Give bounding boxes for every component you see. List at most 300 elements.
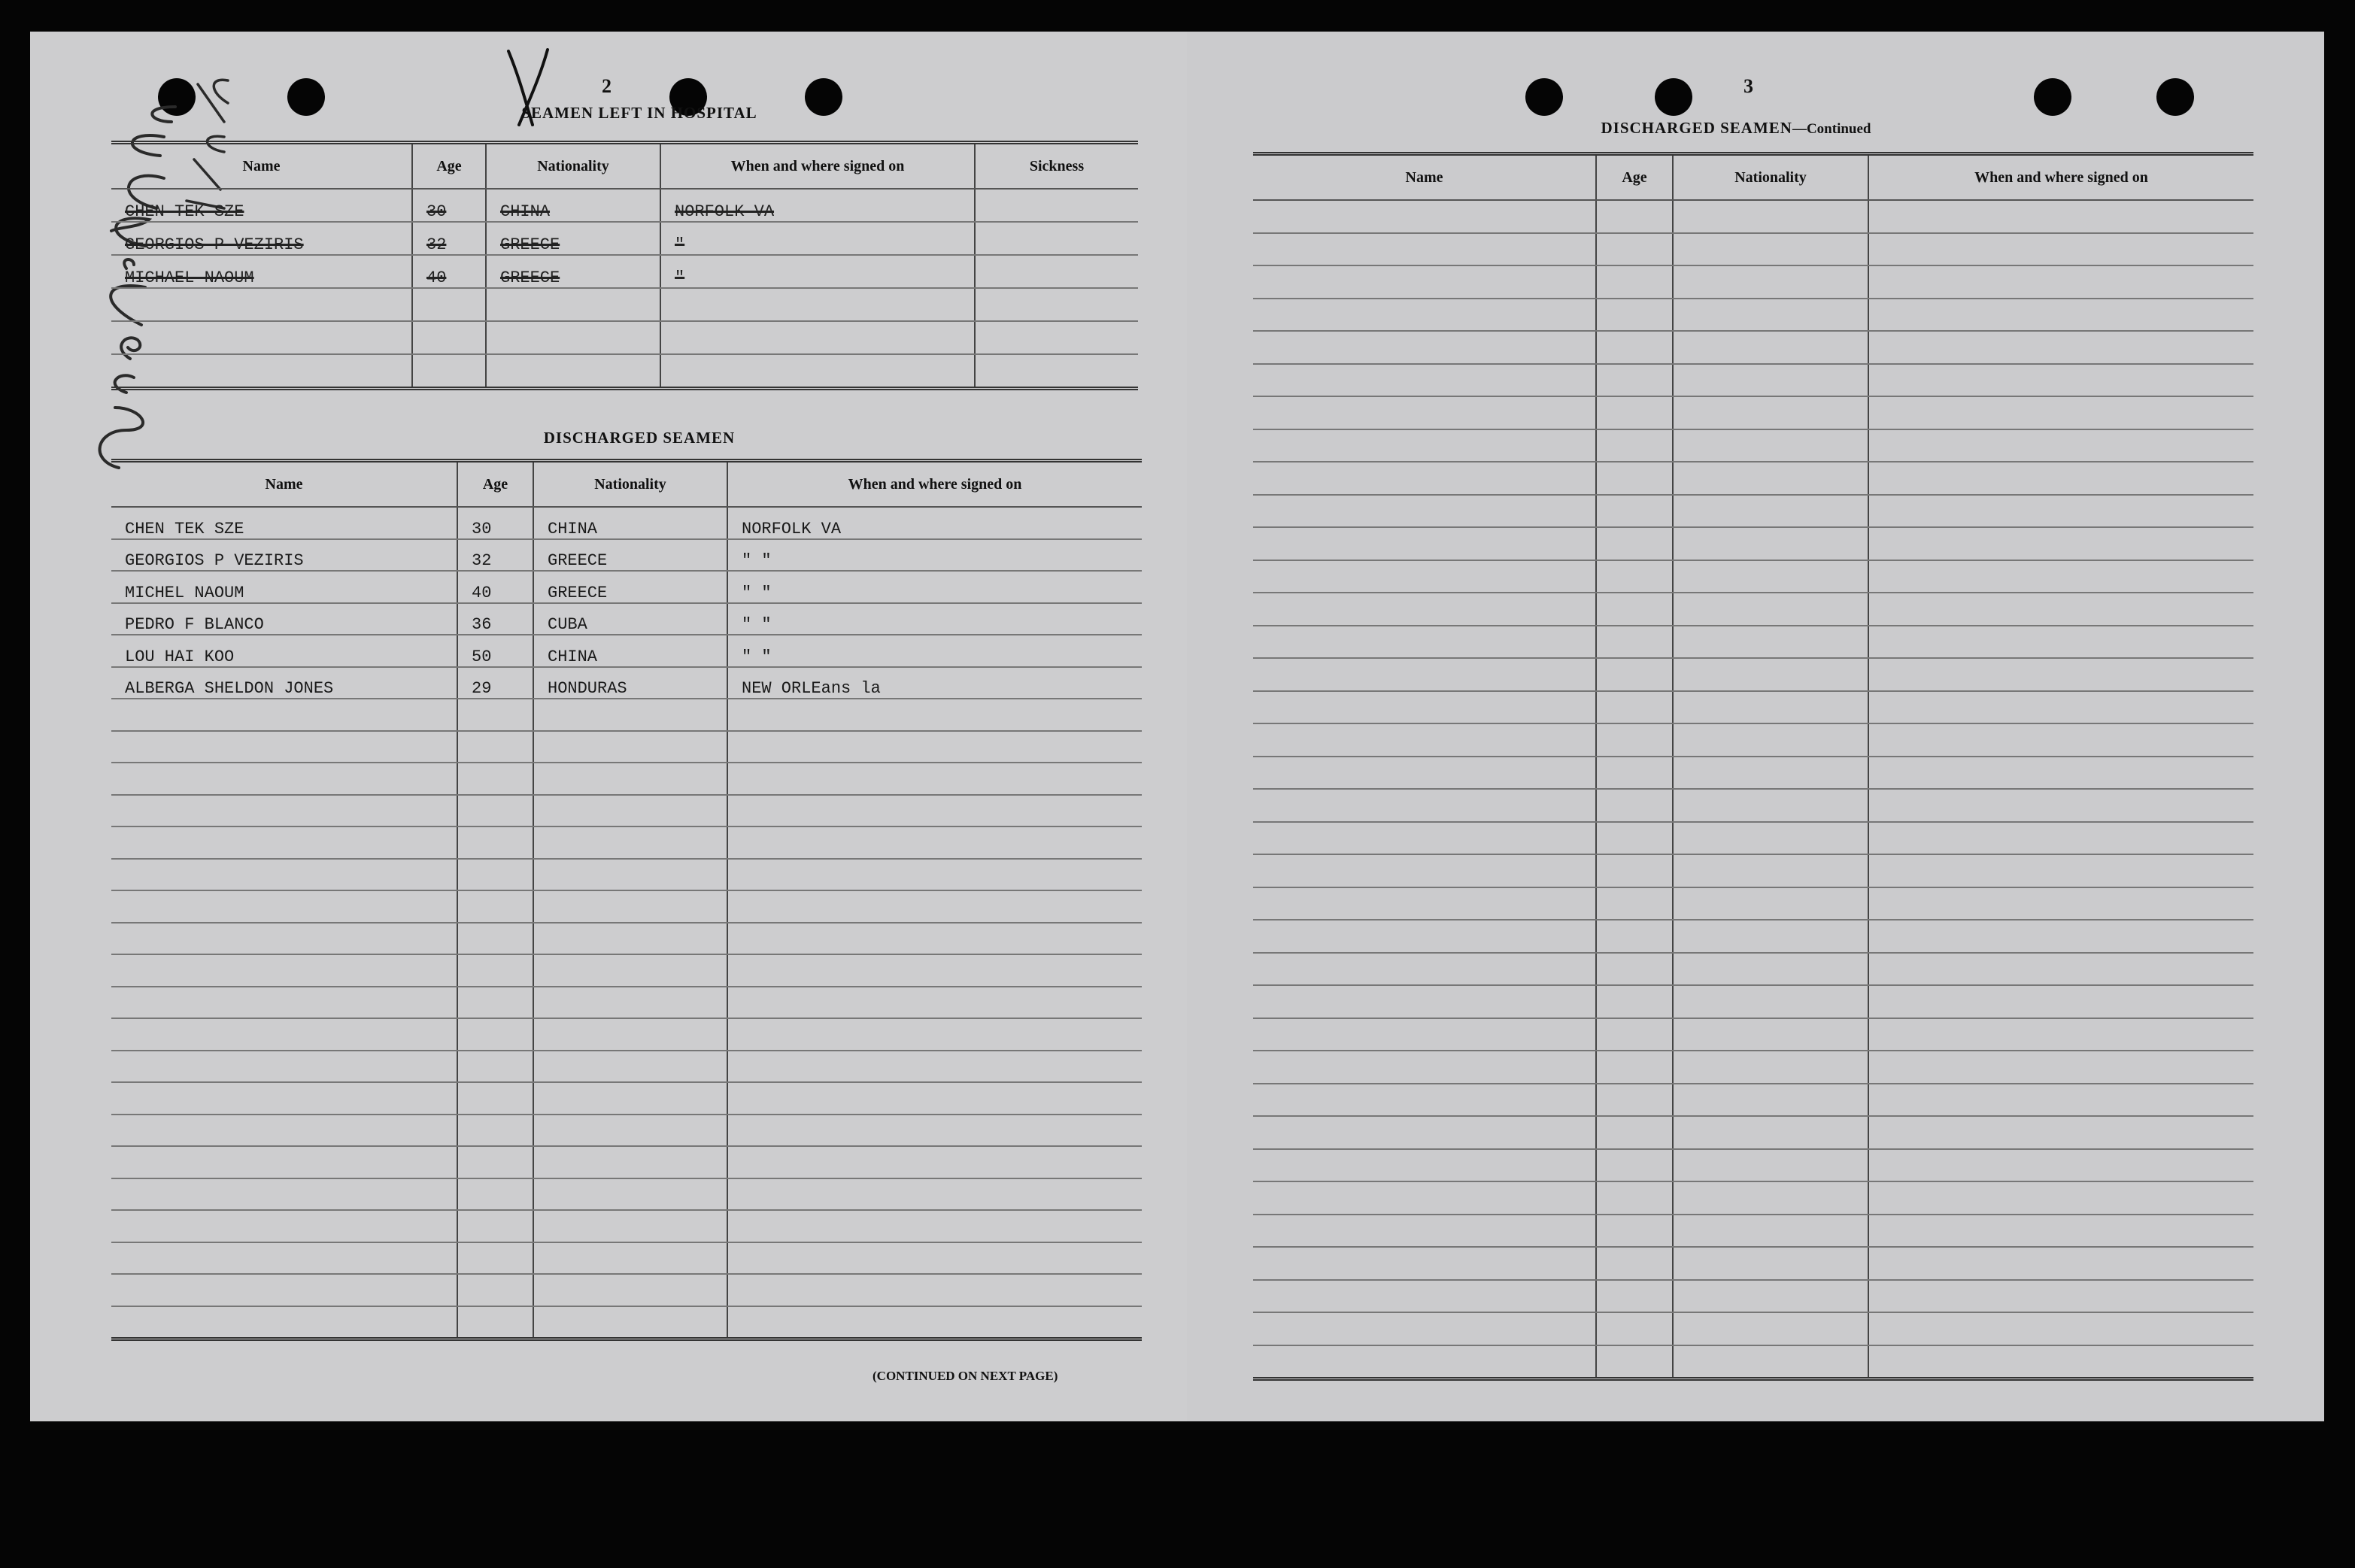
cell-nationality: GREECE <box>533 571 727 603</box>
table-row <box>1253 658 2253 691</box>
cell-age <box>457 795 533 827</box>
cell-age <box>1596 953 1673 986</box>
cell-age: 40 <box>457 571 533 603</box>
table-row <box>1253 1312 2253 1345</box>
table-row <box>111 603 1142 635</box>
cell-name <box>111 1146 457 1178</box>
right-section-title-suffix: —Continued <box>1792 121 1871 137</box>
cell-nationality: CHINA <box>486 189 660 222</box>
cell-name <box>111 1306 457 1339</box>
cell-nationality: GREECE <box>486 255 660 288</box>
cell-name <box>111 1051 457 1083</box>
cell-name <box>1253 658 1596 691</box>
cell-age <box>1596 626 1673 659</box>
table-row <box>111 222 1138 255</box>
cell-name <box>111 731 457 763</box>
cell-nationality <box>533 923 727 955</box>
cell-age <box>1596 1345 1673 1379</box>
table-row <box>1253 1280 2253 1313</box>
cell-name <box>111 1082 457 1115</box>
cell-age <box>1596 723 1673 757</box>
cell-name <box>1253 953 1596 986</box>
cell-signed-on <box>1868 495 2253 528</box>
cell-name <box>1253 1018 1596 1051</box>
cell-signed-on <box>1868 265 2253 299</box>
cell-name <box>1253 920 1596 953</box>
table-row <box>1253 364 2253 397</box>
col-header-name: Name <box>111 461 457 508</box>
col-header-sickness: Sickness <box>975 143 1138 190</box>
cell-signed-on <box>727 1274 1142 1306</box>
cell-age <box>457 859 533 891</box>
cell-signed-on <box>1868 1084 2253 1117</box>
cell-nationality <box>1673 658 1868 691</box>
table-row <box>111 1306 1142 1339</box>
cell-nationality <box>1673 560 1868 593</box>
cell-sickness <box>975 354 1138 389</box>
cell-signed-on <box>727 1115 1142 1147</box>
table-row <box>111 1242 1142 1275</box>
cell-nationality <box>1673 887 1868 920</box>
cell-age <box>457 763 533 795</box>
cell-nationality <box>1673 331 1868 364</box>
cell-nationality <box>1673 396 1868 429</box>
cell-name <box>111 1274 457 1306</box>
table-row <box>111 1082 1142 1115</box>
table-row <box>1253 789 2253 822</box>
cell-age <box>457 731 533 763</box>
cell-age <box>1596 691 1673 724</box>
cell-sickness <box>975 288 1138 321</box>
table-row <box>111 1115 1142 1147</box>
cell-age <box>457 1051 533 1083</box>
cell-nationality <box>1673 527 1868 560</box>
cell-age <box>1596 364 1673 397</box>
left-page <box>30 32 1188 1421</box>
table-row <box>111 954 1142 987</box>
cell-nationality <box>1673 789 1868 822</box>
cell-nationality <box>1673 985 1868 1018</box>
cell-age <box>457 699 533 731</box>
cell-nationality <box>533 890 727 923</box>
table-row <box>1253 1051 2253 1084</box>
cell-sickness <box>975 189 1138 222</box>
cell-age <box>457 1146 533 1178</box>
table-row <box>111 1210 1142 1242</box>
cell-age: 50 <box>457 635 533 667</box>
cell-nationality <box>1673 1312 1868 1345</box>
cell-name <box>111 826 457 859</box>
cell-nationality <box>533 1051 727 1083</box>
table-row <box>111 354 1138 389</box>
cell-name <box>111 1178 457 1211</box>
cell-name: MICHAEL NAOUM <box>111 255 412 288</box>
table-row <box>1253 299 2253 332</box>
cell-name <box>111 923 457 955</box>
table-row <box>111 1146 1142 1178</box>
cell-age <box>1596 396 1673 429</box>
discharged-section-title: DISCHARGED SEAMEN <box>543 429 736 447</box>
cell-age <box>1596 1116 1673 1149</box>
cell-age: 40 <box>412 255 486 288</box>
cell-signed-on <box>727 1178 1142 1211</box>
table-row <box>1253 396 2253 429</box>
table-row <box>111 859 1142 891</box>
cell-age <box>1596 1181 1673 1215</box>
table-row <box>1253 495 2253 528</box>
cell-age <box>1596 1312 1673 1345</box>
cell-name <box>1253 1051 1596 1084</box>
cell-signed-on <box>1868 658 2253 691</box>
table-row <box>1253 854 2253 887</box>
table-row <box>111 890 1142 923</box>
cell-signed-on <box>1868 396 2253 429</box>
table-row <box>111 189 1138 222</box>
cell-age <box>1596 462 1673 495</box>
cell-nationality <box>1673 723 1868 757</box>
table-row <box>111 321 1138 354</box>
cell-name <box>111 699 457 731</box>
cell-name: PEDRO F BLANCO <box>111 603 457 635</box>
col-header-name: Name <box>1253 154 1596 201</box>
cell-nationality <box>1673 200 1868 233</box>
cell-nationality <box>1673 626 1868 659</box>
cell-name <box>111 890 457 923</box>
cell-signed-on <box>727 699 1142 731</box>
cell-signed-on <box>727 987 1142 1019</box>
table-row <box>1253 626 2253 659</box>
cell-age: 30 <box>457 507 533 539</box>
cell-name: GEORGIOS P VEZIRIS <box>111 539 457 572</box>
col-header-name: Name <box>111 143 412 190</box>
cell-signed-on <box>1868 757 2253 790</box>
cell-age <box>1596 593 1673 626</box>
cell-nationality <box>533 1178 727 1211</box>
cell-age <box>1596 1247 1673 1280</box>
cell-age <box>457 1115 533 1147</box>
table-row <box>1253 985 2253 1018</box>
cell-age <box>1596 560 1673 593</box>
cell-nationality <box>533 1274 727 1306</box>
cell-signed-on: " " <box>727 571 1142 603</box>
cell-age <box>1596 985 1673 1018</box>
cell-signed-on: NORFOLK VA <box>727 507 1142 539</box>
cell-name <box>1253 364 1596 397</box>
cell-name <box>1253 1345 1596 1379</box>
cell-age <box>1596 1280 1673 1313</box>
cell-signed-on <box>1868 822 2253 855</box>
cell-nationality <box>533 859 727 891</box>
cell-name <box>111 954 457 987</box>
cell-age: 32 <box>457 539 533 572</box>
cell-age <box>1596 854 1673 887</box>
cell-nationality <box>533 1146 727 1178</box>
table-row <box>111 1018 1142 1051</box>
cell-nationality <box>1673 1018 1868 1051</box>
cell-sickness <box>975 255 1138 288</box>
right-page <box>1187 32 2324 1421</box>
cell-name <box>1253 1280 1596 1313</box>
cell-name <box>1253 789 1596 822</box>
cell-nationality <box>1673 822 1868 855</box>
punch-hole <box>2034 78 2071 116</box>
cell-nationality <box>533 1242 727 1275</box>
cell-age <box>1596 757 1673 790</box>
cell-age <box>457 1178 533 1211</box>
cell-name <box>1253 200 1596 233</box>
cell-age: 30 <box>412 189 486 222</box>
table-row <box>1253 757 2253 790</box>
cell-signed-on <box>1868 723 2253 757</box>
cell-signed-on <box>660 354 975 389</box>
cell-sickness <box>975 321 1138 354</box>
cell-nationality <box>533 1210 727 1242</box>
cell-signed-on <box>1868 1051 2253 1084</box>
table-row <box>1253 1116 2253 1149</box>
cell-name <box>1253 560 1596 593</box>
table-row <box>1253 822 2253 855</box>
cell-name: LOU HAI KOO <box>111 635 457 667</box>
cell-nationality <box>1673 1084 1868 1117</box>
cell-age <box>1596 429 1673 463</box>
cell-name <box>111 354 412 389</box>
cell-nationality <box>533 699 727 731</box>
cell-signed-on <box>1868 1312 2253 1345</box>
cell-nationality: GREECE <box>486 222 660 255</box>
cell-nationality <box>533 1115 727 1147</box>
cell-nationality <box>1673 299 1868 332</box>
cell-nationality <box>1673 691 1868 724</box>
table-row <box>111 571 1142 603</box>
cell-nationality <box>1673 265 1868 299</box>
table-row <box>111 699 1142 731</box>
right-section-title-text: DISCHARGED SEAMEN <box>1601 119 1792 137</box>
cell-name <box>111 1115 457 1147</box>
cell-signed-on <box>1868 953 2253 986</box>
cell-nationality <box>533 1306 727 1339</box>
cell-name <box>1253 1181 1596 1215</box>
cell-age <box>457 954 533 987</box>
cell-nationality <box>486 321 660 354</box>
col-header-signed-on: When and where signed on <box>1868 154 2253 201</box>
table-row <box>1253 887 2253 920</box>
cell-signed-on <box>727 890 1142 923</box>
cell-nationality: CHINA <box>533 635 727 667</box>
cell-name <box>1253 495 1596 528</box>
discharged-table <box>111 459 1142 1341</box>
cell-signed-on <box>1868 691 2253 724</box>
table-row <box>1253 233 2253 266</box>
cell-name <box>1253 1247 1596 1280</box>
table-row <box>1253 1149 2253 1182</box>
cell-nationality <box>1673 757 1868 790</box>
cell-nationality <box>533 731 727 763</box>
cell-name <box>1253 757 1596 790</box>
cell-name <box>1253 887 1596 920</box>
cell-name <box>111 987 457 1019</box>
table-row <box>1253 691 2253 724</box>
col-header-age: Age <box>1596 154 1673 201</box>
cell-nationality: CUBA <box>533 603 727 635</box>
cell-signed-on <box>1868 920 2253 953</box>
cell-name <box>1253 985 1596 1018</box>
cell-age <box>1596 887 1673 920</box>
cell-age <box>1596 527 1673 560</box>
table-row <box>1253 723 2253 757</box>
cell-age <box>457 1082 533 1115</box>
continued-note: (CONTINUED ON NEXT PAGE) <box>873 1369 1058 1383</box>
cell-nationality <box>1673 1280 1868 1313</box>
table-row <box>1253 265 2253 299</box>
cell-age <box>1596 299 1673 332</box>
cell-signed-on <box>1868 626 2253 659</box>
cell-age <box>1596 265 1673 299</box>
cell-nationality <box>1673 1116 1868 1149</box>
cell-name <box>1253 429 1596 463</box>
cell-signed-on: " <box>660 255 975 288</box>
cell-name <box>1253 1084 1596 1117</box>
cell-age <box>1596 200 1673 233</box>
cell-age <box>1596 658 1673 691</box>
col-header-age: Age <box>457 461 533 508</box>
cell-nationality <box>486 354 660 389</box>
cell-signed-on <box>727 954 1142 987</box>
col-header-nationality: Nationality <box>1673 154 1868 201</box>
cell-age <box>1596 1149 1673 1182</box>
cell-signed-on <box>727 1306 1142 1339</box>
cell-age <box>1596 1215 1673 1248</box>
cell-signed-on <box>1868 364 2253 397</box>
cell-signed-on <box>1868 1345 2253 1379</box>
cell-age <box>457 1306 533 1339</box>
table-row <box>1253 1215 2253 1248</box>
cell-nationality <box>1673 920 1868 953</box>
table-row <box>111 795 1142 827</box>
cell-signed-on <box>727 1082 1142 1115</box>
cell-signed-on: NEW ORLEans la <box>727 667 1142 699</box>
table-row <box>111 1274 1142 1306</box>
cell-nationality <box>533 826 727 859</box>
cell-age <box>1596 1018 1673 1051</box>
col-header-signed-on: When and where signed on <box>660 143 975 190</box>
cell-signed-on <box>1868 887 2253 920</box>
cell-signed-on <box>727 1146 1142 1178</box>
cell-age: 32 <box>412 222 486 255</box>
cell-age <box>1596 1051 1673 1084</box>
cell-signed-on <box>1868 854 2253 887</box>
cell-signed-on <box>1868 1280 2253 1313</box>
cell-age <box>412 354 486 389</box>
cell-nationality <box>1673 364 1868 397</box>
cell-name <box>1253 396 1596 429</box>
cell-nationality <box>1673 593 1868 626</box>
cell-signed-on <box>1868 1149 2253 1182</box>
cell-signed-on <box>1868 560 2253 593</box>
cell-nationality <box>1673 429 1868 463</box>
cell-name: CHEN TEK SZE <box>111 507 457 539</box>
hospital-section-title: SEAMEN LEFT IN HOSPITAL <box>521 104 757 122</box>
cell-name <box>1253 691 1596 724</box>
cell-age <box>457 987 533 1019</box>
cell-age <box>1596 233 1673 266</box>
table-row <box>1253 527 2253 560</box>
cell-name: CHEN TEK SZE <box>111 189 412 222</box>
cell-nationality <box>1673 854 1868 887</box>
cell-nationality <box>1673 1051 1868 1084</box>
cell-age <box>457 890 533 923</box>
cell-name <box>111 763 457 795</box>
cell-signed-on <box>1868 593 2253 626</box>
cell-nationality <box>1673 1247 1868 1280</box>
cell-name <box>1253 331 1596 364</box>
cell-signed-on <box>727 1018 1142 1051</box>
cell-name <box>111 1210 457 1242</box>
cell-age <box>1596 1084 1673 1117</box>
table-row <box>1253 1084 2253 1117</box>
cell-signed-on <box>1868 985 2253 1018</box>
cell-nationality <box>1673 1345 1868 1379</box>
table-row <box>111 1178 1142 1211</box>
cell-signed-on <box>1868 299 2253 332</box>
table-row <box>1253 1181 2253 1215</box>
cell-name <box>1253 233 1596 266</box>
cell-sickness <box>975 222 1138 255</box>
cell-nationality: GREECE <box>533 539 727 572</box>
cell-signed-on <box>1868 789 2253 822</box>
cell-name <box>1253 626 1596 659</box>
cell-age: 36 <box>457 603 533 635</box>
cell-signed-on <box>660 321 975 354</box>
table-row <box>1253 429 2253 463</box>
table-row <box>1253 953 2253 986</box>
cell-nationality <box>1673 233 1868 266</box>
cell-name: ALBERGA SHELDON JONES <box>111 667 457 699</box>
cell-name <box>111 1242 457 1275</box>
cell-name: MICHEL NAOUM <box>111 571 457 603</box>
cell-nationality <box>1673 1149 1868 1182</box>
cell-nationality <box>1673 462 1868 495</box>
cell-nationality <box>533 763 727 795</box>
cell-name <box>111 795 457 827</box>
cell-age <box>412 288 486 321</box>
table-row <box>111 507 1142 539</box>
cell-nationality <box>533 1018 727 1051</box>
cell-signed-on <box>727 1242 1142 1275</box>
cell-signed-on <box>727 1051 1142 1083</box>
cell-name: GEORGIOS P VEZIRIS <box>111 222 412 255</box>
cell-age <box>412 321 486 354</box>
cell-age <box>1596 822 1673 855</box>
table-row <box>1253 560 2253 593</box>
table-row <box>111 1051 1142 1083</box>
cell-nationality <box>486 288 660 321</box>
cell-signed-on: " " <box>727 539 1142 572</box>
cell-nationality <box>1673 495 1868 528</box>
page-number: 3 <box>1743 75 1753 97</box>
cell-name <box>1253 265 1596 299</box>
cell-nationality <box>1673 1215 1868 1248</box>
cell-signed-on <box>1868 331 2253 364</box>
cell-nationality <box>533 954 727 987</box>
punch-hole <box>1525 78 1563 116</box>
cell-signed-on <box>727 923 1142 955</box>
cell-signed-on <box>727 826 1142 859</box>
table-row <box>111 288 1138 321</box>
table-row <box>111 923 1142 955</box>
cell-age <box>1596 495 1673 528</box>
cell-signed-on <box>727 1210 1142 1242</box>
cell-nationality <box>1673 953 1868 986</box>
